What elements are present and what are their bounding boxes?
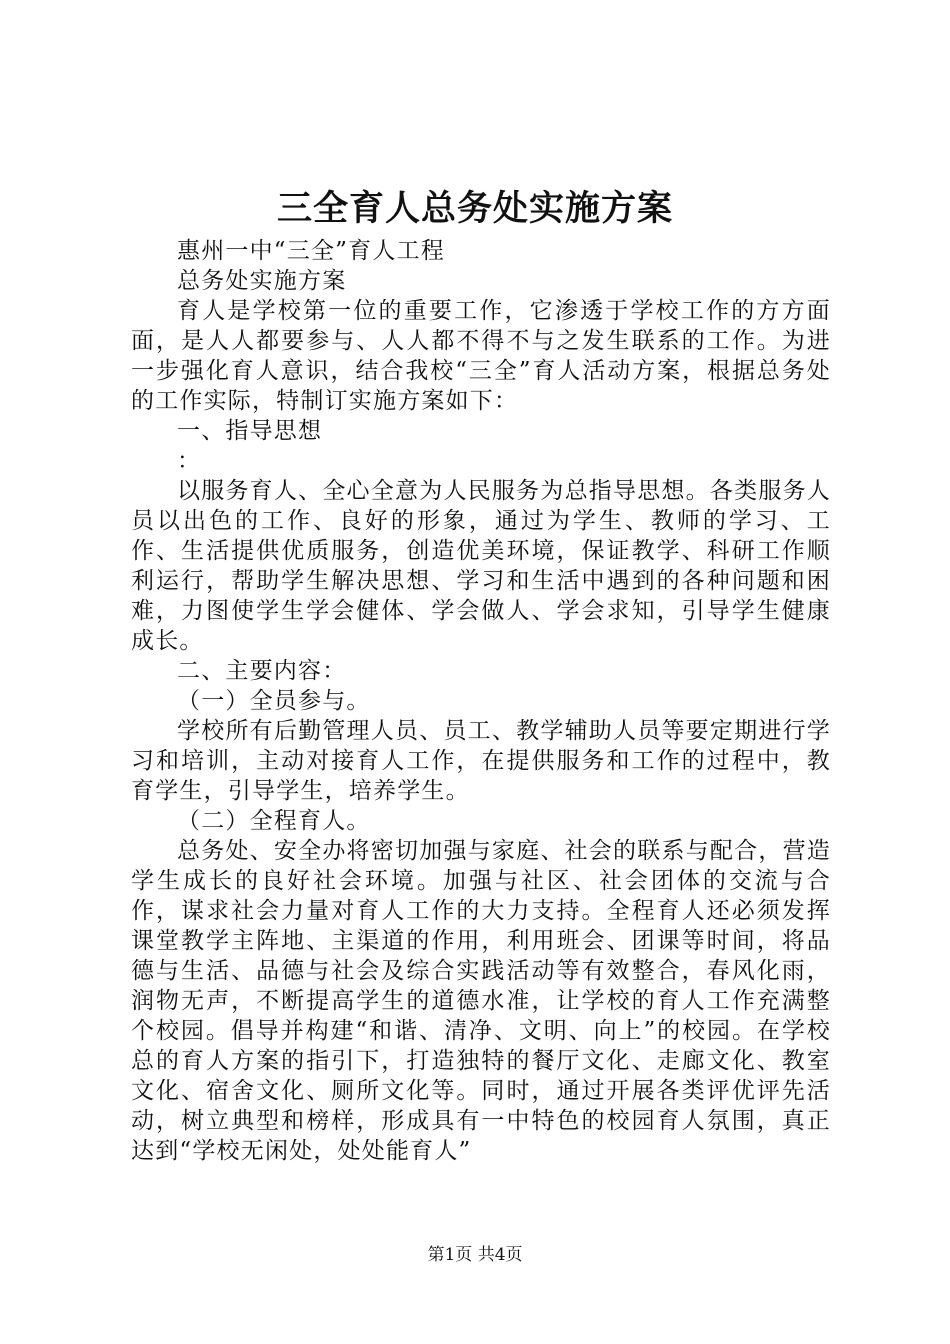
paragraph-intro: 育人是学校第一位的重要工作，它渗透于学校工作的方方面面，是人人都要参与、人人都不得不与之发生联系的工作。为进一步强化育人意识，结合我校“三全”育人活动方案，根据总务处的工作实际，特制订实施方案如下： [131,298,831,414]
paragraph-subtitle: 总务处实施方案 [177,268,347,294]
document-title: 三全育人总务处实施方案 [276,188,673,229]
paragraph-colon: ： [177,448,202,474]
paragraph-all-staff: 学校所有后勤管理人员、员工、教学辅助人员等要定期进行学习和培训，主动对接育人工作，在提供服务和工作的过程中，教育学生，引导学生，培养学生。 [131,718,831,804]
section-heading-main-content: 二、主要内容： [177,658,347,684]
document-body [131,236,831,1166]
page-number-footer: 第1页 共4页 [427,1245,523,1265]
section-heading-guiding-thought: 一、指导思想 [177,418,323,444]
subsection-heading-whole-process: （二）全程育人。 [177,808,371,834]
paragraph-whole-process: 总务处、安全办将密切加强与家庭、社会的联系与配合，营造学生成长的良好社会环境。加强与社区、社会团体的交流与合作，谋求社会力量对育人工作的大力支持。全程育人还必须发挥课堂教学主阵地、主渠道的作用，利用班会、团课等时间，将品德与生活、品德与社会及综合实践活动等有效整合，春风化雨，润物无声，不断提高学生的道德水准，让学校的育人工作充满整个校园。倡导并构建“和谐、清净、文明、向上”的校园。在学校总的育人方案的指引下，打造独特的餐厅文化、走廊文化、教室文化、宿舍文化、厕所文化等。同时，通过开展各类评优评先活动，树立典型和榜样，形成具有一中特色的校园育人氛围，真正达到“学校无闲处，处处能育人” [131,838,831,1164]
paragraph-guiding-thought: 以服务育人、全心全意为人民服务为总指导思想。各类服务人员以出色的工作、良好的形象，通过为学生、教师的学习、工作、生活提供优质服务，创造优美环境，保证教学、科研工作顺利运行，帮助学生解决思想、学习和生活中遇到的各种问题和困难，力图使学生学会健体、学会做人、学会求知，引导学生健康成长。 [131,478,831,654]
subsection-heading-all-staff: （一）全员参与。 [177,688,371,714]
paragraph-school-project: 惠州一中“三全”育人工程 [177,238,445,264]
